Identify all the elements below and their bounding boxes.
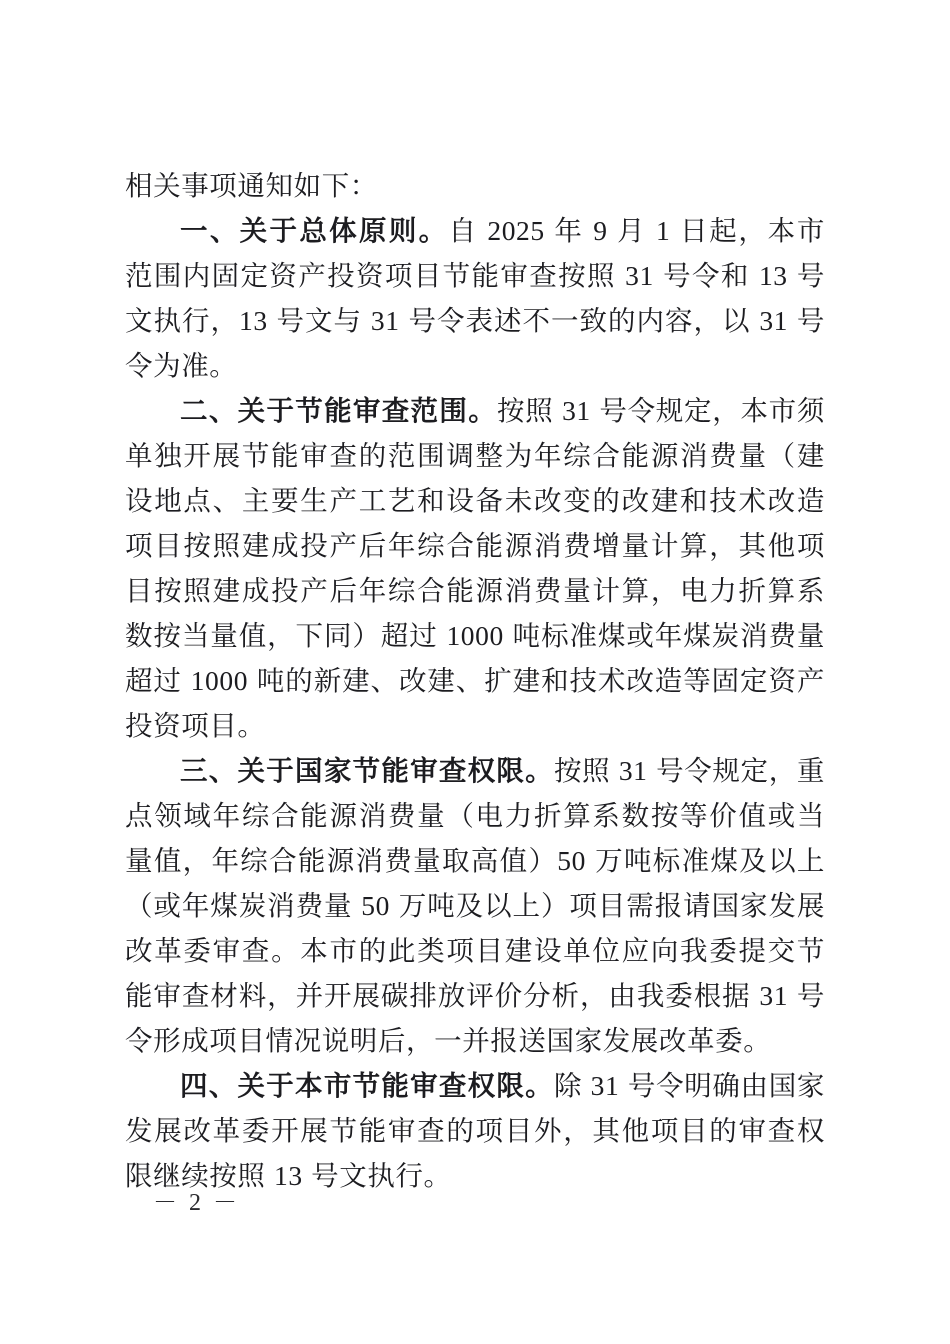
document-body: [125, 163, 825, 1198]
page-footer: [125, 1186, 825, 1220]
paragraph-section-three: [125, 748, 825, 1063]
page-number: － 2 －: [153, 1190, 240, 1216]
paragraph-section-four: [125, 1063, 825, 1198]
section-two-heading: 二、关于节能审查范围。: [180, 395, 498, 426]
paragraph-section-one: [125, 208, 825, 388]
section-two-body: 按照 31 号令规定，本市须单独开展节能审查的范围调整为年综合能源消费量（建设地点、主要生产工艺和设备未改变的改建和技术改造项目按照建成投产后年综合能源消费增量计算，其他项目按照建成投产后年综合能源消费量计算，电力折算系数按当量值，下同）超过 1000 吨标准煤或年煤炭消费量超过 1000 吨的新建、改建、扩建和技术改造等固定资产投资项目。: [125, 395, 826, 741]
section-four-body: 除 31 号令明确由国家发展改革委开展节能审查的项目外，其他项目的审查权限继续按照 13 号文执行。: [125, 1070, 825, 1191]
section-three-heading: 三、关于国家节能审查权限。: [180, 755, 554, 786]
section-four-heading: 四、关于本市节能审查权限。: [180, 1070, 554, 1101]
paragraph-lead-in: [125, 163, 825, 208]
paragraph-section-two: [125, 388, 825, 748]
lead-in-text: 相关事项通知如下：: [125, 170, 378, 201]
section-one-heading: 一、关于总体原则。: [180, 215, 449, 246]
section-one-body: 自 2025 年 9 月 1 日起，本市范围内固定资产投资项目节能审查按照 31 号令和 13 号文执行，13 号文与 31 号令表述不一致的内容，以 31 号令为准。: [125, 215, 826, 381]
section-three-body: 按照 31 号令规定，重点领域年综合能源消费量（电力折算系数按等价值或当量值，年综合能源消费量取高值）50 万吨标准煤及以上（或年煤炭消费量 50 万吨及以上）项目需报请国家发展改革委审查。本市的此类项目建设单位应向我委提交节能审查材料，并开展碳排放评价分析，由我委根据 31 号令形成项目情况说明后，一并报送国家发展改革委。: [125, 755, 825, 1056]
